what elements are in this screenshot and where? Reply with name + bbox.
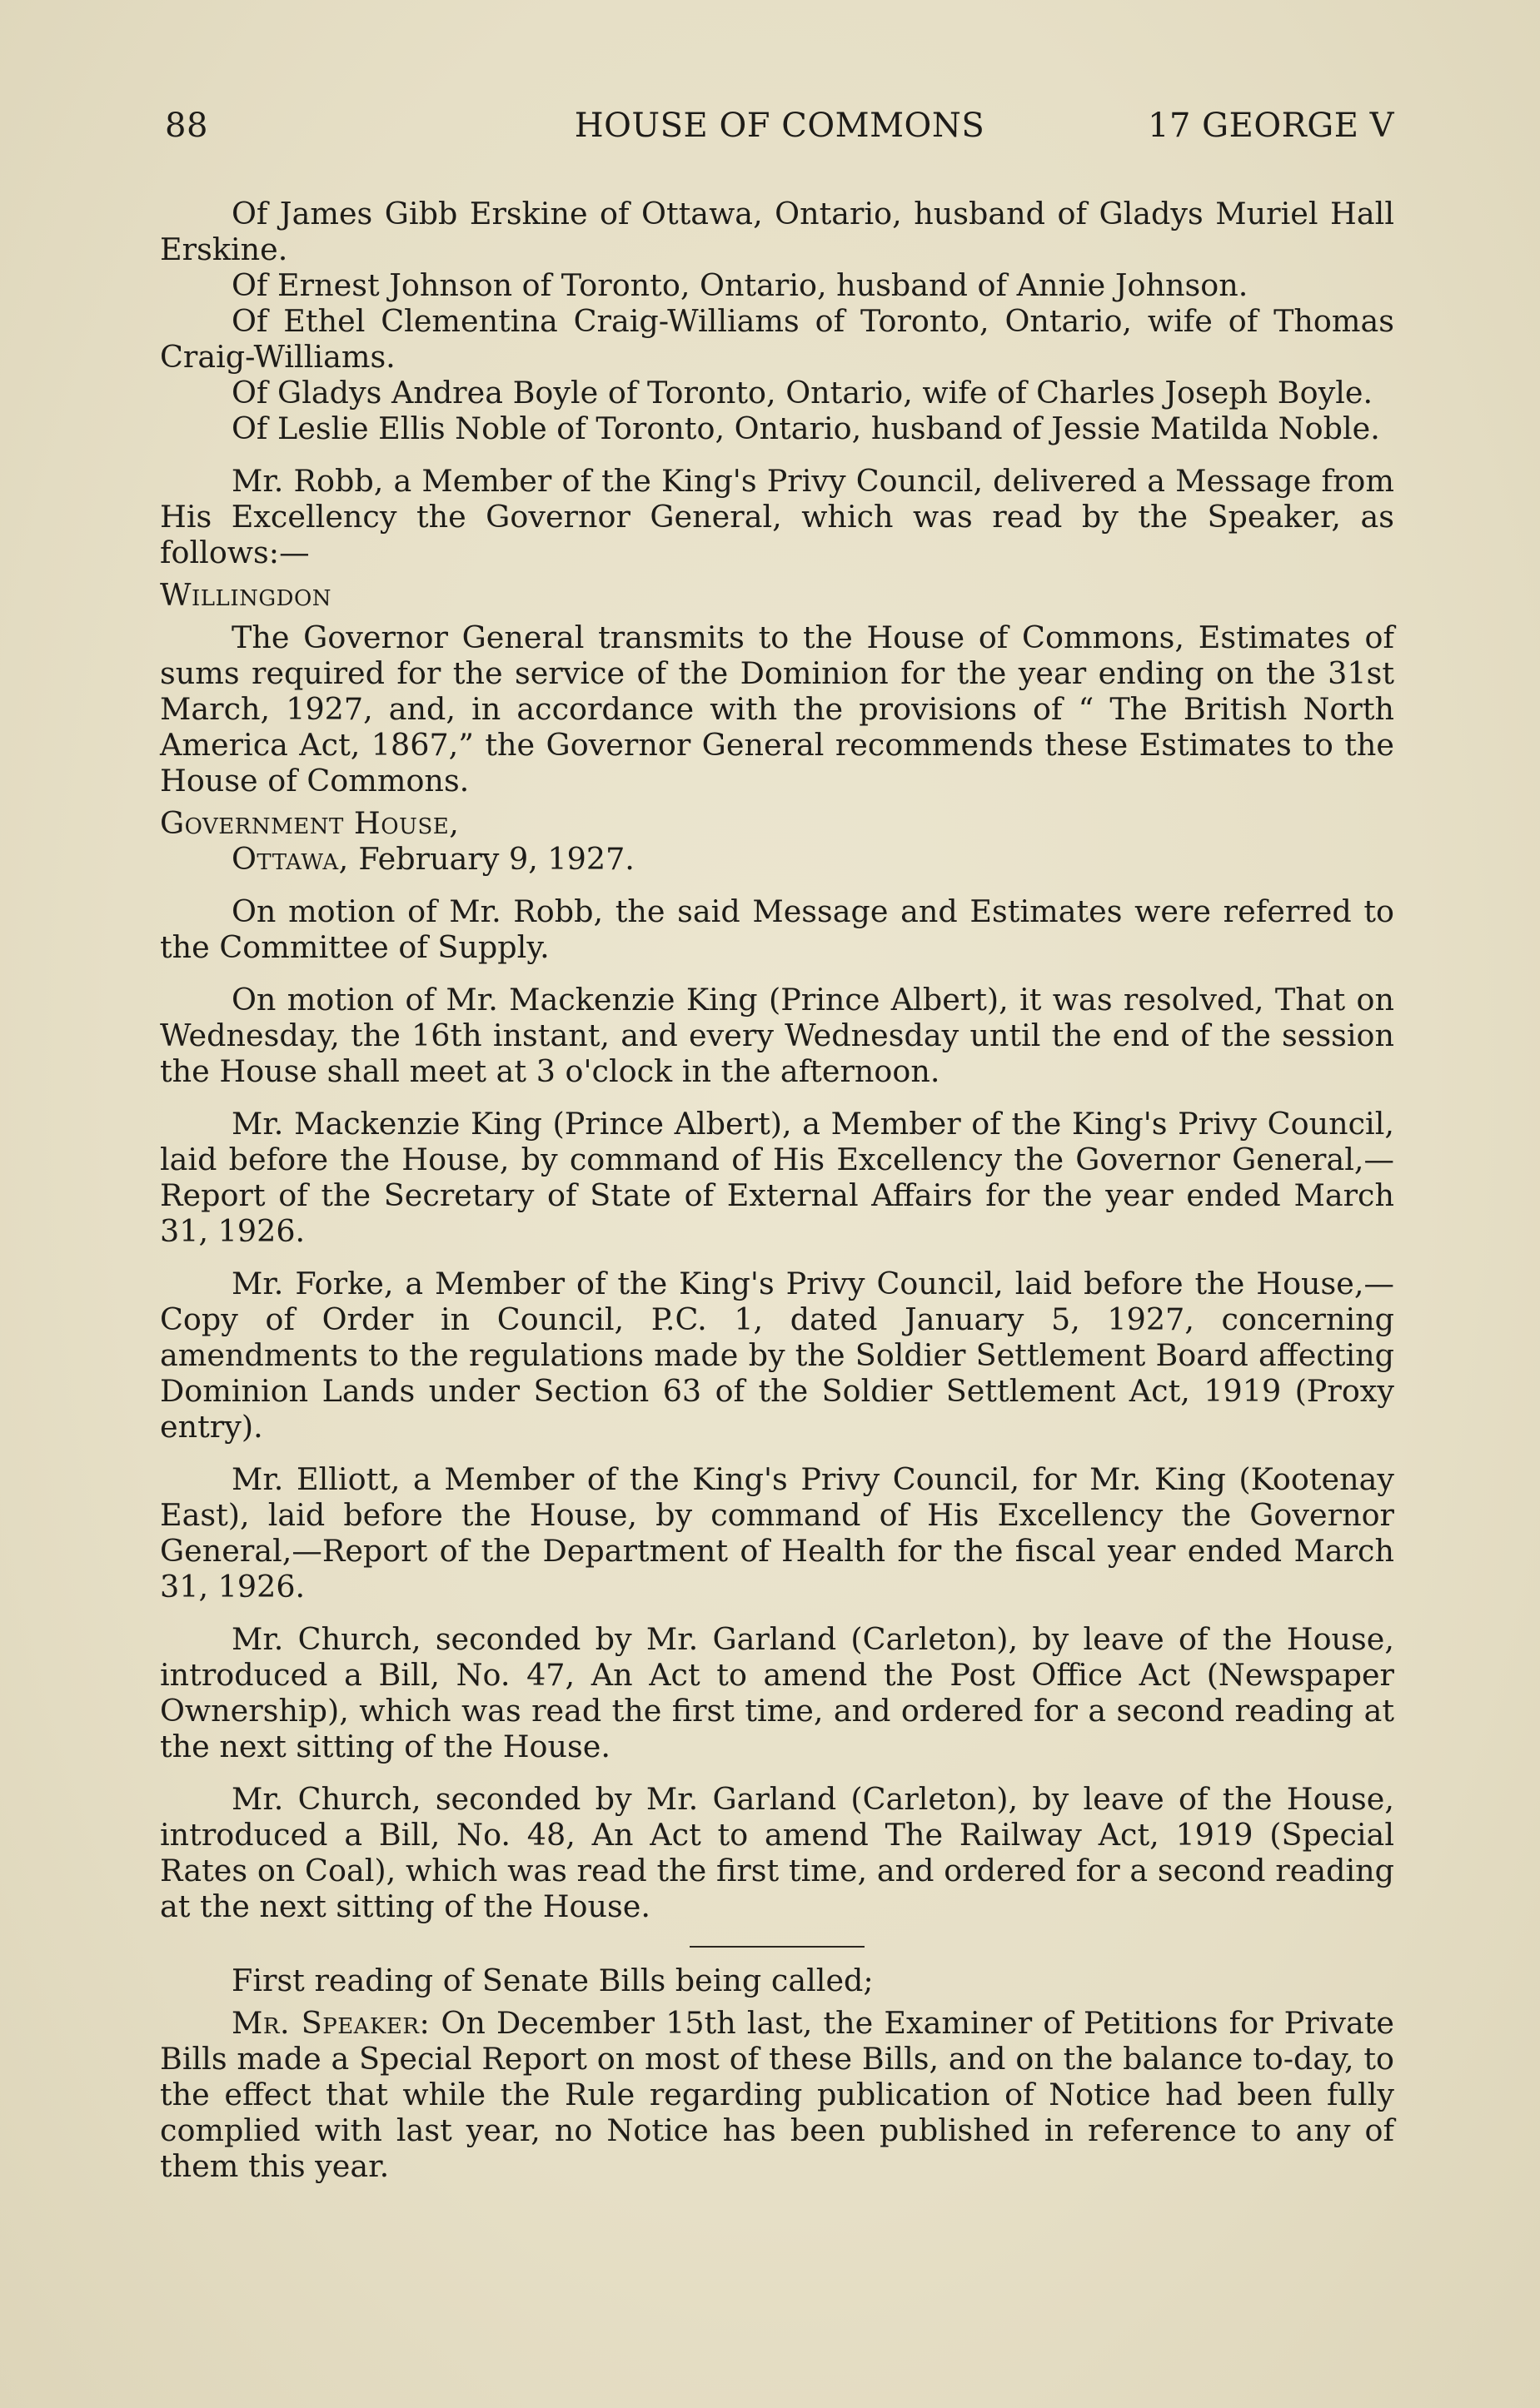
date-city: Ottawa, xyxy=(232,841,349,877)
petition-item: Of Ernest Johnson of Toronto, Ontario, husband of Annie Johnson. xyxy=(232,267,1248,303)
petition-item: Of Ethel Clementina Craig-Williams of Toronto, Ontario, wife of Thomas Craig-Williams. xyxy=(160,303,1394,375)
proceeding-paragraph: Mr. Church, seconded by Mr. Garland (Carleton), by leave of the House, introduced a Bill, No. 47, An Act to amend the Post Office Act (Newspaper Ownership), which was read the first time, and ordered for a second reading at the next sitting of the House. xyxy=(160,1621,1394,1764)
speaker-label: Mr. Speaker: xyxy=(232,2005,431,2041)
governor-signature: Willingdon xyxy=(160,577,332,613)
petition-item: Of Gladys Andrea Boyle of Toronto, Ontario, wife of Charles Joseph Boyle. xyxy=(232,375,1373,410)
petition-item: Of James Gibb Erskine of Ottawa, Ontario, husband of Gladys Muriel Hall Erskine. xyxy=(160,196,1394,267)
date-text: February 9, 1927. xyxy=(358,841,635,877)
page-body xyxy=(160,196,1394,2184)
proceeding-paragraph: Mr. Church, seconded by Mr. Garland (Carleton), by leave of the House, introduced a Bill, No. 48, An Act to amend The Railway Act, 1919 (Special Rates on Coal), which was read the first time, and ordered for a second reading at the next sitting of the House. xyxy=(160,1781,1394,1924)
proceeding-paragraph: On motion of Mr. Robb, the said Message and Estimates were referred to the Committee of Supply. xyxy=(160,893,1394,965)
page-title: HOUSE OF COMMONS xyxy=(574,107,985,145)
senate-bills-intro: First reading of Senate Bills being called; xyxy=(232,1963,874,1998)
message-intro: Mr. Robb, a Member of the King's Privy Council, delivered a Message from His Excellency the Governor General, which was read by the Speaker, as follows:— xyxy=(160,463,1394,570)
proceeding-paragraph: On motion of Mr. Mackenzie King (Prince Albert), it was resolved, That on Wednesday, the 16th instant, and every Wednesday until the end of the session the House shall meet at 3 o'clock in the afternoon. xyxy=(160,982,1394,1089)
running-header xyxy=(165,107,1394,148)
regnal-year: 17 GEORGE V xyxy=(1148,107,1394,145)
proceeding-paragraph: Mr. Mackenzie King (Prince Albert), a Member of the King's Privy Council, laid before the House, by command of His Excellency the Governor General,—Report of the Secretary of State of External Affairs for the year ended March 31, 1926. xyxy=(160,1106,1394,1249)
speaker-text: On December 15th last, the Examiner of Petitions for Private Bills made a Special Report on most of these Bills, and on the balance to-day, to the effect that while the Rule regarding publication of Notice had been fully complied with last year, no Notice has been published in reference to any of them this year. xyxy=(160,2005,1395,2184)
page-number: 88 xyxy=(165,107,208,145)
proceeding-paragraph: Mr. Elliott, a Member of the King's Privy Council, for Mr. King (Kootenay East), laid before the House, by command of His Excellency the Governor General,—Report of the Department of Health for the fiscal year ended March 31, 1926. xyxy=(160,1461,1394,1605)
petition-item: Of Leslie Ellis Noble of Toronto, Ontario, husband of Jessie Matilda Noble. xyxy=(232,410,1380,446)
message-body: The Governor General transmits to the House of Commons, Estimates of sums required for the service of the Dominion for the year ending on the 31st March, 1927, and, in accordance with the provisions of “ The British North America Act, 1867,” the Governor General recommends these Estimates to the House of Commons. xyxy=(160,619,1394,799)
date-line xyxy=(160,841,1394,877)
section-divider xyxy=(690,1946,865,1948)
place-line: Government House, xyxy=(160,805,460,841)
speaker-statement xyxy=(160,2005,1394,2184)
proceeding-paragraph: Mr. Forke, a Member of the King's Privy Council, laid before the House,—Copy of Order in Council, P.C. 1, dated January 5, 1927, concerning amendments to the regulations made by the Soldier Settlement Board affecting Dominion Lands under Section 63 of the Soldier Settlement Act, 1919 (Proxy entry). xyxy=(160,1266,1394,1445)
